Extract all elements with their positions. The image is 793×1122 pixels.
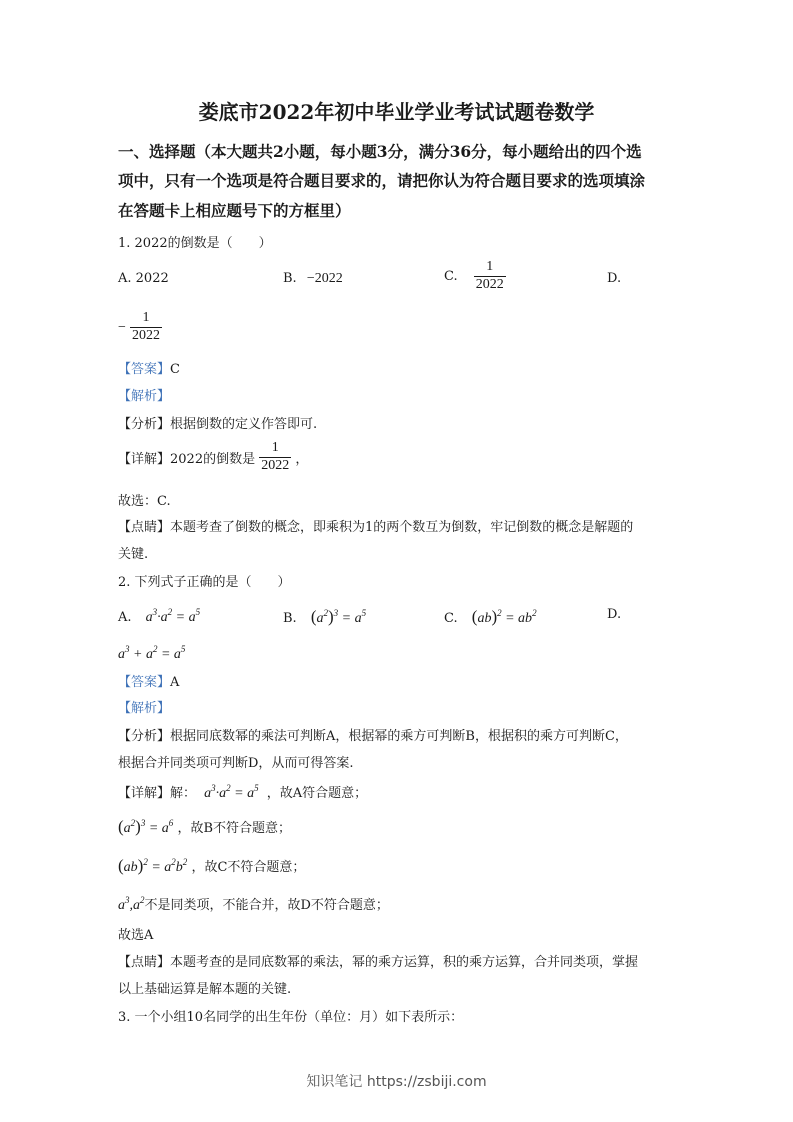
q2-detail-d-suffix: 不是同类项，不能合并，故D不符合题意；: [144, 898, 389, 913]
q2-option-c-label: C.: [444, 611, 458, 626]
q1-option-c-numerator: 1: [486, 259, 494, 274]
q1-option-d-sign: −: [118, 319, 126, 335]
q3-stem: 3. 一个小组10名同学的出生年份（单位：月）如下表所示：: [118, 1010, 464, 1025]
q2-option-b-expression: $(a^2)^3 = a^5$: [310, 607, 367, 626]
q2-choose: 故选A: [118, 928, 154, 943]
q1-option-c-denominator: 2022: [475, 276, 504, 292]
q1-option-c-label: C.: [444, 268, 458, 284]
q1-option-b: [283, 271, 343, 287]
q1-option-c: [444, 259, 506, 294]
q2-fenxi-line-2: 根据合并同类项可判断D，从而可得答案.: [118, 756, 354, 771]
q2-option-b-label: B.: [283, 611, 297, 626]
q1-answer-tag: 【答案】: [118, 362, 171, 377]
q2-answer: [118, 671, 179, 690]
q2-option-a-expression: $a^3\cdot a^2 = a^5$: [145, 607, 201, 625]
q1-detail-suffix: ，: [295, 451, 309, 467]
q1-option-d-numerator: 1: [142, 310, 150, 325]
q1-option-b-value: −2022: [306, 271, 343, 286]
page-title: 娄底市2022年初中毕业学业考试试题卷数学: [198, 100, 595, 124]
q1-analysis-tag: 【解析】: [118, 389, 171, 404]
q1-option-c-fraction: [474, 259, 506, 294]
q2-analysis-tag: 【解析】: [118, 701, 171, 716]
q1-detail: [118, 440, 308, 475]
q2-option-d-label: D.: [607, 607, 622, 622]
q2-detail-a-expression: $a^3\cdot a^2 = a^5$: [204, 783, 259, 801]
footer-watermark: 知识笔记 https://zsbiji.com: [306, 1074, 487, 1090]
q2-detail-d: [118, 894, 389, 914]
q2-fenxi-line-1: 【分析】根据同底数幂的乘法可判断A，根据幂的乘方可判断B，根据积的乘方可判断C，: [118, 729, 628, 744]
q2-option-c-expression: $(ab)^2 = ab^2$: [471, 607, 537, 626]
q1-option-d-label: D.: [607, 271, 622, 286]
q2-option-b: [283, 607, 366, 627]
q2-detail-a-suffix: ，故A符合题意；: [266, 786, 368, 801]
q2-detail-b: [118, 817, 291, 837]
q1-detail-numerator: 1: [271, 440, 279, 455]
q2-comment-line-1: 【点睛】本题考查的是同底数幂的乘法，幂的乘方运算，积的乘方运算，合并同类项，掌握: [118, 955, 639, 970]
q2-detail-c-suffix: ，故C不符合题意；: [191, 860, 306, 875]
q2-option-a-label: A.: [118, 610, 132, 625]
section-heading-line-2: 项中，只有一个选项是符合题目要求的，请把你认为符合题目要求的选项填涂: [118, 171, 646, 190]
q1-option-b-label: B.: [283, 271, 297, 286]
q2-detail-d-expression: $a^3,a^2$: [118, 895, 145, 913]
q1-detail-denominator: 2022: [261, 457, 290, 473]
q1-comment-line-2: 关键.: [118, 547, 149, 562]
q1-option-a: A. 2022: [118, 271, 169, 286]
q1-option-d-fraction: [130, 310, 162, 345]
q2-detail-b-expression: $(a^2)^3 = a^6$: [118, 817, 174, 836]
q2-comment-line-2: 以上基础运算是解本题的关键.: [118, 982, 292, 997]
q2-answer-value: A: [170, 675, 180, 690]
q1-detail-prefix: 【详解】2022的倒数是: [118, 451, 256, 467]
section-heading-line-3: 在答题卡上相应题号下的方框里）: [118, 201, 351, 220]
q2-option-c: [444, 607, 537, 627]
q1-option-d: [118, 310, 162, 345]
q2-option-d-expression: $a^3 + a^2 = a^5$: [118, 644, 186, 662]
q2-detail-c: [118, 856, 305, 876]
section-heading-line-1: 一、选择题（本大题共2小题，每小题3分，满分36分，每小题给出的四个选: [118, 142, 642, 161]
q1-stem: 1. 2022的倒数是（ ）: [118, 236, 272, 251]
q2-detail-b-suffix: ，故B不符合题意；: [177, 821, 291, 836]
q2-option-a: [118, 607, 200, 626]
q1-comment-line-1: 【点睛】本题考查了倒数的概念，即乘积为1的两个数互为倒数，牢记倒数的概念是解题的: [118, 520, 634, 535]
q2-stem: 2. 下列式子正确的是（ ）: [118, 575, 291, 590]
q1-detail-fraction: [259, 440, 291, 475]
q2-detail-prefix: 【详解】解：: [118, 786, 197, 801]
q1-fenxi: 【分析】根据倒数的定义作答即可.: [118, 417, 318, 432]
q1-option-d-denominator: 2022: [132, 327, 161, 343]
q2-detail-a: [118, 782, 367, 802]
q1-answer: [118, 358, 180, 377]
q1-choose: 故选：C.: [118, 494, 171, 509]
q2-option-d: [118, 644, 185, 663]
q2-detail-c-expression: $(ab)^2 = a^2b^2$: [118, 856, 188, 875]
q1-answer-value: C: [170, 362, 180, 377]
q2-answer-tag: 【答案】: [118, 675, 171, 690]
